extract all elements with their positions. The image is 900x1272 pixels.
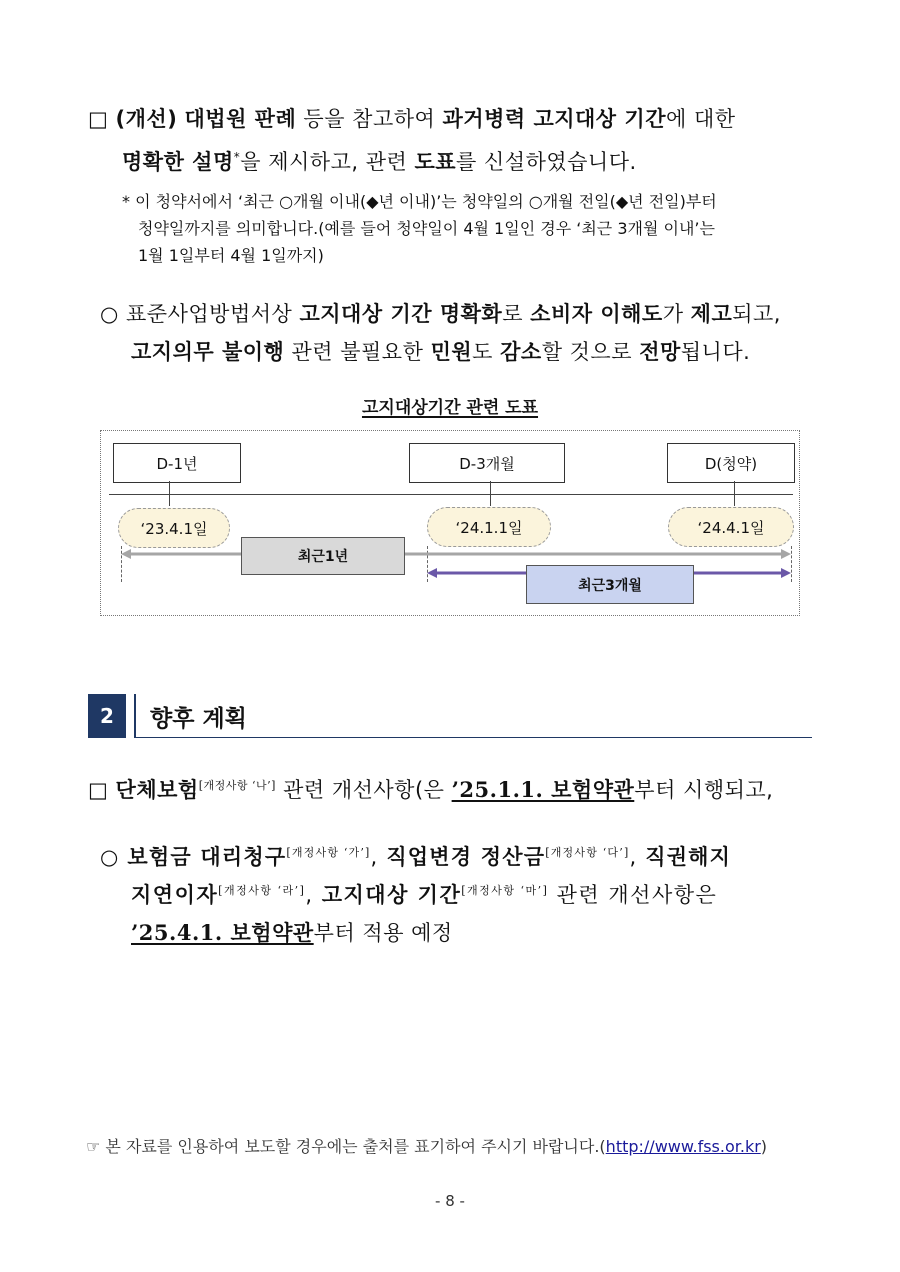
label-d: D(청약) xyxy=(667,443,795,483)
date-pill-2: ‘24.1.1일 xyxy=(427,507,551,547)
one-year-arrow xyxy=(121,549,791,559)
footer-notice: ☞ 본 자료를 인용하여 보도할 경우에는 출처를 표기하여 주시기 바랍니다.(http://www.fss.or.kr) xyxy=(86,1137,768,1156)
plan-paragraph: □ 단체보험[개정사항 ‘나’] 관련 개선사항(은 ’25.1.1. 보험약관부터 시행되고, xyxy=(88,777,774,802)
section-underline xyxy=(134,737,812,738)
label-d-1y: D-1년 xyxy=(113,443,241,483)
square-bullet: □ xyxy=(88,107,109,131)
period-diagram xyxy=(100,430,800,616)
date-pill-3: ‘24.4.1일 xyxy=(668,507,794,547)
diagram-title: 고지대상기간 관련 도표 xyxy=(361,398,539,418)
fss-link[interactable]: http://www.fss.or.kr xyxy=(605,1137,761,1156)
period-arrows xyxy=(101,431,799,615)
footnote: * 이 청약서에서 ‘최근 ○개월 이내(◆년 이내)’는 청약일의 ○개월 전일(◆년 전일)부터 청약일까지를 의미합니다.(예를 들어 청약일이 4월 1일인 경우 ‘최근 3개월 이내’는 1월 1일부터 4월 1일까지) xyxy=(122,192,717,265)
plan-sub-paragraph: ○ 보험금 대리청구[개정사항 ‘가’], 직업변경 정산금[개정사항 ‘다’], 직권해지 지연이자[개정사항 ‘라’], 고지대상 기간[개정사항 ‘마’] 관련 개선사항은 ’25.4.1. 보험약관부터 적용 예정 xyxy=(100,845,732,945)
date-pill-1: ‘23.4.1일 xyxy=(118,508,230,548)
label-d-3m: D-3개월 xyxy=(409,443,565,483)
improvement-paragraph: □ (개선) 대법원 판례 등을 참고하여 과거병력 고지대상 기간에 대한 명확한 설명*을 제시하고, 관련 도표를 신설하였습니다. xyxy=(88,107,736,174)
section-title: 향후 계획 xyxy=(150,706,247,732)
page-number: - 8 - xyxy=(435,1192,465,1210)
period-1y-box: 최근1년 xyxy=(241,537,405,575)
circle-bullet: ○ xyxy=(100,302,119,326)
expectation-paragraph: ○ 표준사업방법서상 고지대상 기간 명확화로 소비자 이해도가 제고되고, 고지의무 불이행 관련 불필요한 민원도 감소할 것으로 전망됩니다. xyxy=(100,302,781,364)
section-number-badge: 2 xyxy=(88,694,126,738)
section-divider xyxy=(134,694,136,738)
period-3m-box: 최근3개월 xyxy=(526,565,694,604)
